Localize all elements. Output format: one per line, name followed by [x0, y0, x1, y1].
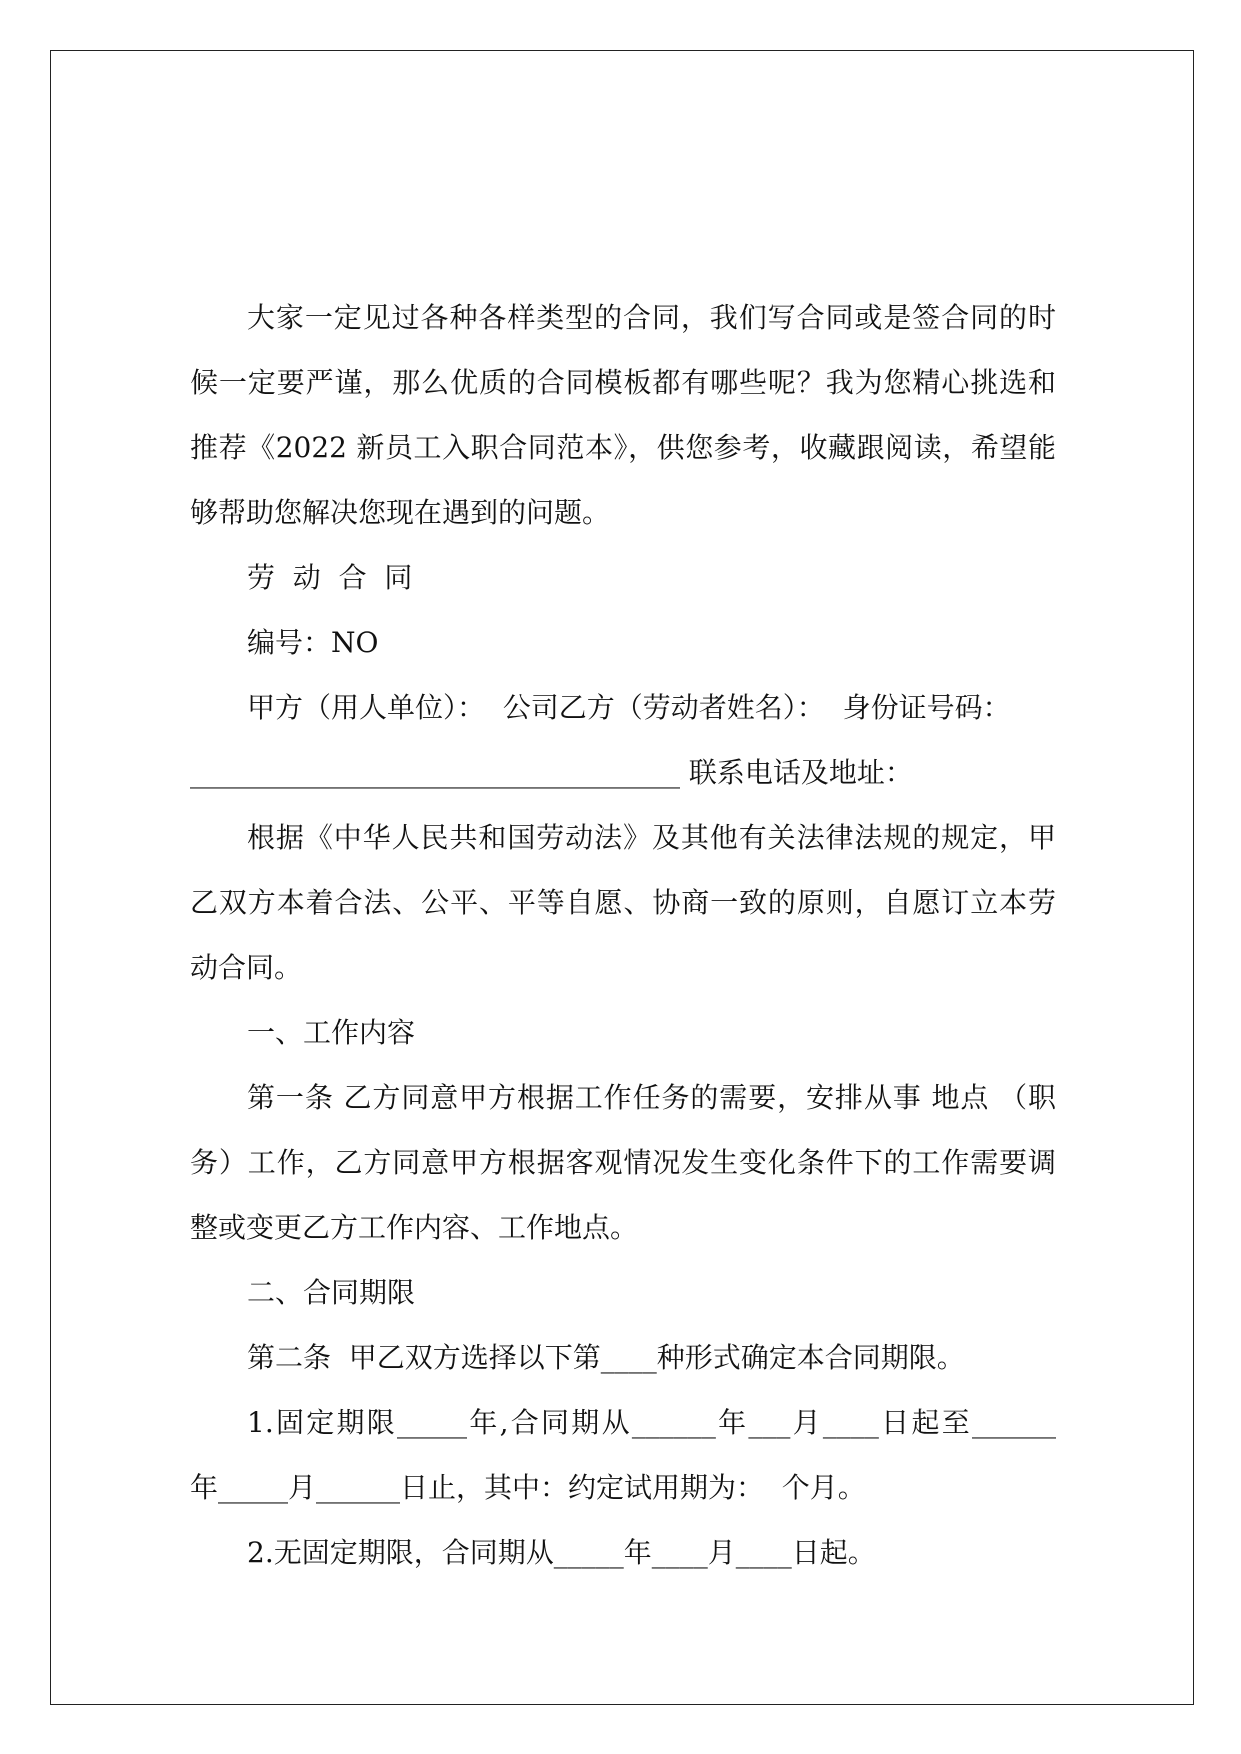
basis-paragraph-line: 根据《中华人民共和国劳动法》及其他有关法律法规的规定，甲: [247, 821, 1056, 854]
article-line: 整或变更乙方工作内容、工作地点。: [190, 1211, 639, 1244]
article-line: 第一条 乙方同意甲方根据工作任务的需要，安排从事 地点 （职: [247, 1081, 1056, 1114]
document-body: [190, 285, 1056, 1585]
term-option-line: 1.固定期限_____年,合同期从______年___月____日起至______: [247, 1406, 1056, 1439]
section-heading: 二、合同期限: [247, 1276, 416, 1309]
article-line: 第二条 甲乙双方选择以下第____种形式确定本合同期限。: [247, 1341, 965, 1374]
intro-paragraph-line: 大家一定见过各种各样类型的合同，我们写合同或是签合同的时: [247, 301, 1056, 334]
intro-paragraph-line: 候一定要严谨，那么优质的合同模板都有哪些呢？我为您精心挑选和: [190, 366, 1056, 399]
basis-paragraph-line: 动合同。: [190, 951, 303, 984]
basis-paragraph-line: 乙双方本着合法、公平、平等自愿、协商一致的原则，自愿订立本劳: [190, 886, 1056, 919]
article-line: 务）工作，乙方同意甲方根据客观情况发生变化条件下的工作需要调: [190, 1146, 1056, 1179]
term-option-line: 年_____月______日止，其中：约定试用期为： 个月。: [190, 1471, 866, 1504]
intro-paragraph-line: 推荐《2022 新员工入职合同范本》，供您参考，收藏跟阅读，希望能: [190, 431, 1056, 464]
parties-line: 甲方（用人单位）： 公司乙方（劳动者姓名）： 身份证号码：: [247, 691, 1011, 724]
parties-line: ___________________________________ 联系电话及地址：: [190, 756, 913, 789]
section-heading: 一、工作内容: [247, 1016, 416, 1049]
intro-paragraph-line: 够帮助您解决您现在遇到的问题。: [190, 496, 611, 529]
contract-title: 劳 动 合 同: [247, 561, 413, 594]
contract-number: 编号：NO: [247, 626, 379, 659]
term-option-line: 2.无固定期限，合同期从_____年____月____日起。: [247, 1536, 876, 1569]
